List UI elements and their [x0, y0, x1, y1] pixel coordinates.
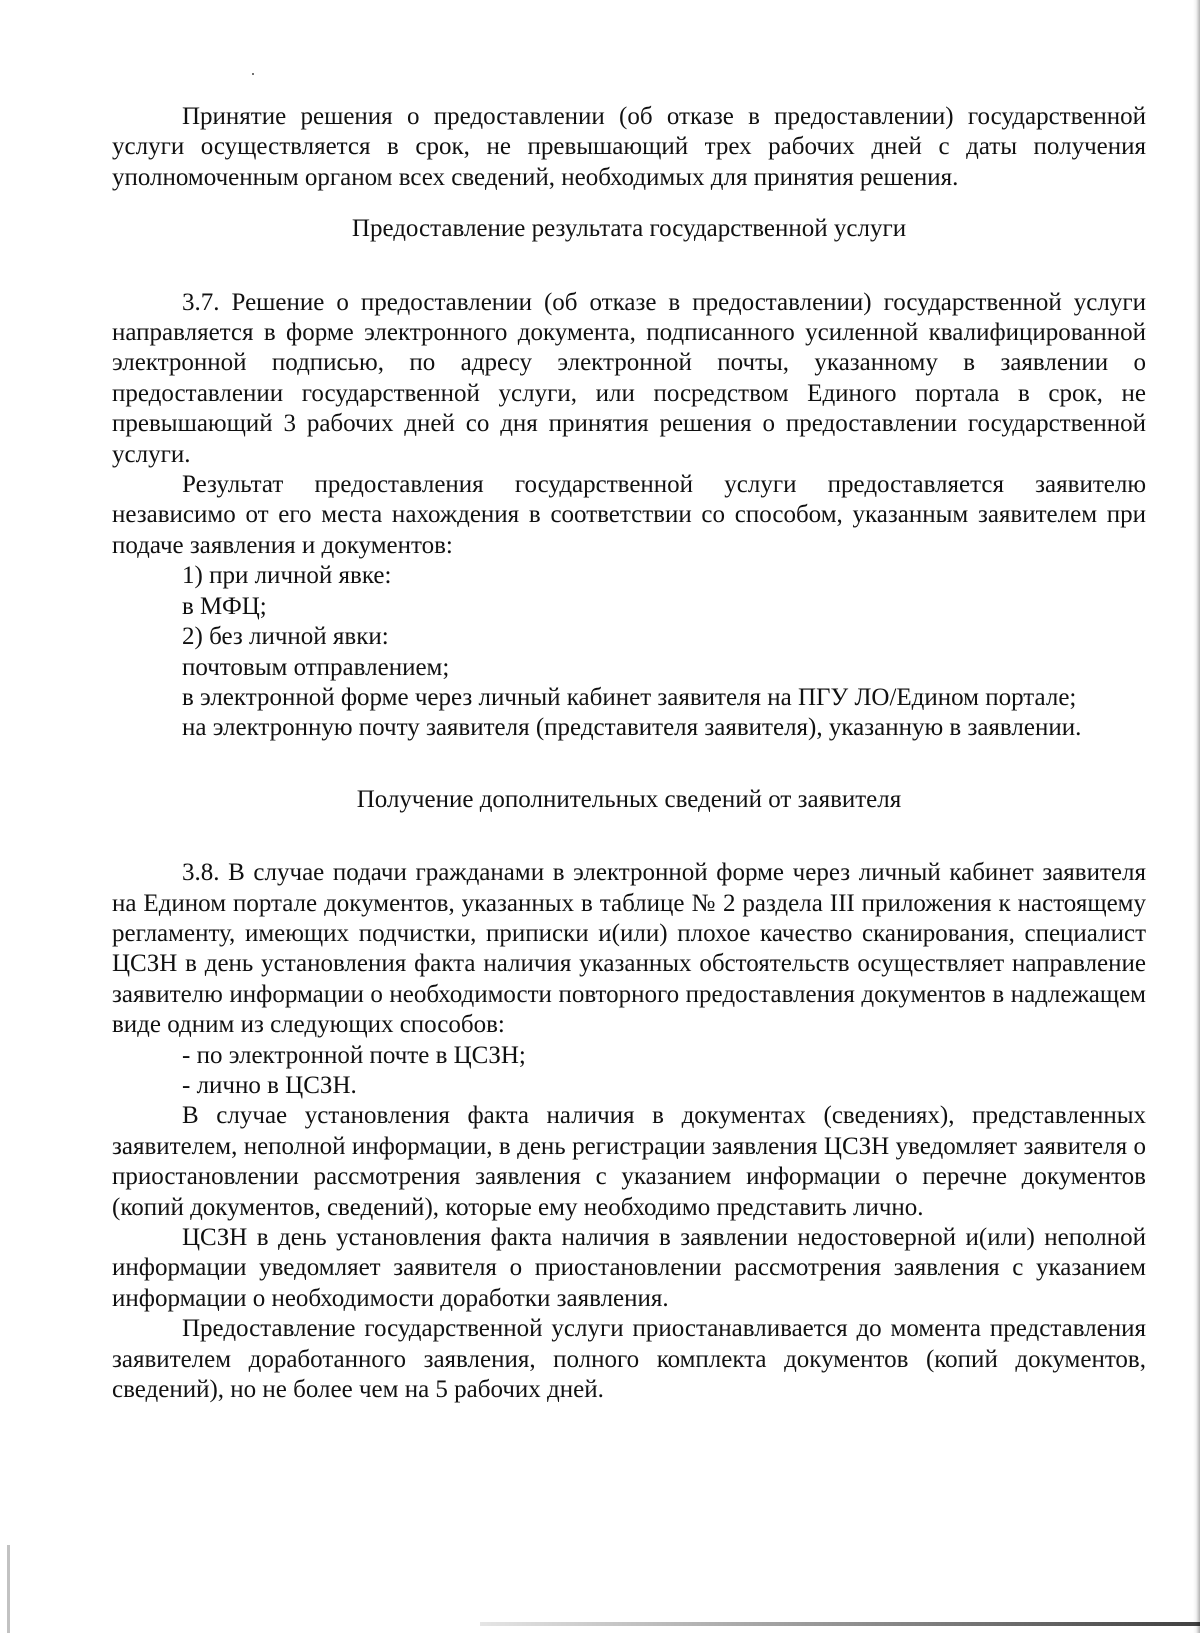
scan-bottom-edge-line: [480, 1622, 1200, 1626]
list-item-postal: почтовым отправлением;: [182, 653, 450, 681]
list-item-mfc: в МФЦ;: [182, 592, 267, 620]
list-item-personal-visit: 1) при личной явке:: [182, 562, 392, 590]
paragraph-3-7: 3.7. Решение о предоставлении (об отказе в предоставлении) государственной услуги направляется в форме электронного документа, подписанного усиленной квалифицированной электронной подписью, по адресу электронной почты, указанному в заявлении о предоставлении государственной услуги, или посредством Единого портала в срок, не превышающий 3 рабочих дней со дня принятия решения о предоставлении государственной услуги.: [112, 288, 1146, 468]
scan-left-edge-line: [7, 1545, 10, 1633]
document-text: [112, 102, 1146, 1405]
paragraph-3-8: 3.8. В случае подачи гражданами в электронной форме через личный кабинет заявителя на Едином портале документов, указанных в таблице № 2 раздела III приложения к настоящему регламенту, имеющих подчистки, приписки и(или) плохое качество сканирования, специалист ЦСЗН в день установления факта наличия указанных обстоятельств осуществляет направление заявителю информации о необходимости повторного предоставления документов в надлежащем виде одним из следующих способов:: [112, 859, 1146, 1039]
paragraph-decision-deadline: Принятие решения о предоставлении (об отказе в предоставлении) государственной услуги осуществляется в срок, не превышающий трех рабочих дней с даты получения уполномоченным органом всех сведений, необходимых для принятия решения.: [112, 103, 1146, 191]
paragraph-inaccurate-information: ЦСЗН в день установления факта наличия в заявлении недостоверной и(или) неполной информации уведомляет заявителя о приостановлении рассмотрения заявления с указанием информации о необходимости доработки заявления.: [112, 1224, 1146, 1312]
spacing: [112, 744, 1146, 785]
scan-speck: [252, 73, 254, 75]
list-item-in-person: - лично в ЦСЗН.: [182, 1071, 357, 1099]
section-heading-additional-info: Получение дополнительных сведений от заявителя: [356, 785, 902, 813]
paragraph-result-delivery: Результат предоставления государственной услуги предоставляется заявителю независимо от его места нахождения в соответствии со способом, указанным заявителем при подаче заявления и документов:: [112, 471, 1146, 559]
list-item-email: на электронную почту заявителя (представителя заявителя), указанную в заявлении.: [182, 714, 1082, 742]
spacing: [112, 245, 1146, 288]
section-heading-result: Предоставление результата государственной услуги: [351, 215, 907, 243]
list-item-electronic-cabinet: в электронной форме через личный кабинет заявителя на ПГУ ЛО/Едином портале;: [182, 683, 1077, 711]
list-item-by-email: - по электронной почте в ЦСЗН;: [182, 1041, 526, 1069]
paragraph-incomplete-information: В случае установления факта наличия в документах (сведениях), представленных заявителем, неполной информации, в день регистрации заявления ЦСЗН уведомляет заявителя о приостановлении рассмотрения заявления с указанием информации о перечне документов (копий документов, сведений), которые ему необходимо представить лично.: [112, 1102, 1146, 1221]
scan-edge-shadow: [1193, 0, 1200, 1633]
spacing: [112, 193, 1146, 214]
spacing: [112, 815, 1146, 858]
paragraph-suspension: Предоставление государственной услуги приостанавливается до момента представления заявителем доработанного заявления, полного комплекта документов (копий документов, сведений), но не более чем на 5 рабочих дней.: [112, 1315, 1146, 1404]
list-item-no-visit: 2) без личной явки:: [182, 623, 389, 651]
